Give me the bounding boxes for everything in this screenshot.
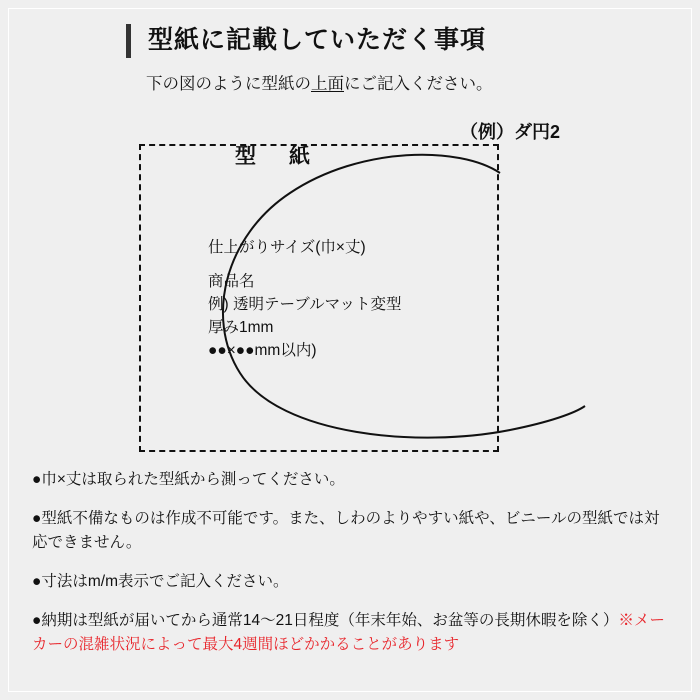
note-text: ●型紙不備なものは作成不可能です。また、しわのよりやすい紙や、ビニールの型紙では対応できません。 (32, 510, 660, 551)
page-title-row (0, 20, 700, 62)
pattern-paper-label: 型 紙 (235, 145, 316, 168)
note-text: ●寸法はm/m表示でご記入ください。 (32, 573, 289, 590)
lead-text-underlined: 上面 (311, 75, 344, 93)
annotation-line-3: 厚み1mm (208, 319, 274, 336)
note-item (32, 609, 672, 657)
pattern-annotation-text (208, 236, 401, 362)
lead-text-after: にご記入ください。 (344, 75, 493, 93)
notes-list (32, 468, 672, 657)
annotation-line-0: 仕上がりサイズ(巾×丈) (208, 239, 366, 256)
annotation-spacer (208, 259, 401, 270)
annotation-line-2: 例) 透明テーブルマット変型 (208, 296, 402, 313)
annotation-line-4: ●●×●●mm以内) (208, 342, 317, 359)
lead-text-before: 下の図のように型紙の (146, 75, 311, 93)
note-text: ●納期は型紙が届いてから通常14～21日程度（年末年始、お盆等の長期休暇を除く） (32, 612, 619, 629)
title-accent-bar (126, 24, 131, 58)
note-item (32, 507, 672, 555)
note-item (32, 570, 672, 594)
annotation-line-1: 商品名 (208, 273, 255, 290)
page-title: 型紙に記載していただく事項 (148, 26, 487, 54)
lead-sentence (146, 70, 493, 94)
example-label: （例）ダ円2 (460, 122, 561, 142)
note-warning-text: ※メーカーの混雑状況によって最大4週間ほどかかることがあります (32, 612, 665, 653)
note-item (32, 468, 672, 492)
pattern-diagram (130, 118, 590, 458)
note-text: ●巾×丈は取られた型紙から測ってください。 (32, 471, 345, 488)
